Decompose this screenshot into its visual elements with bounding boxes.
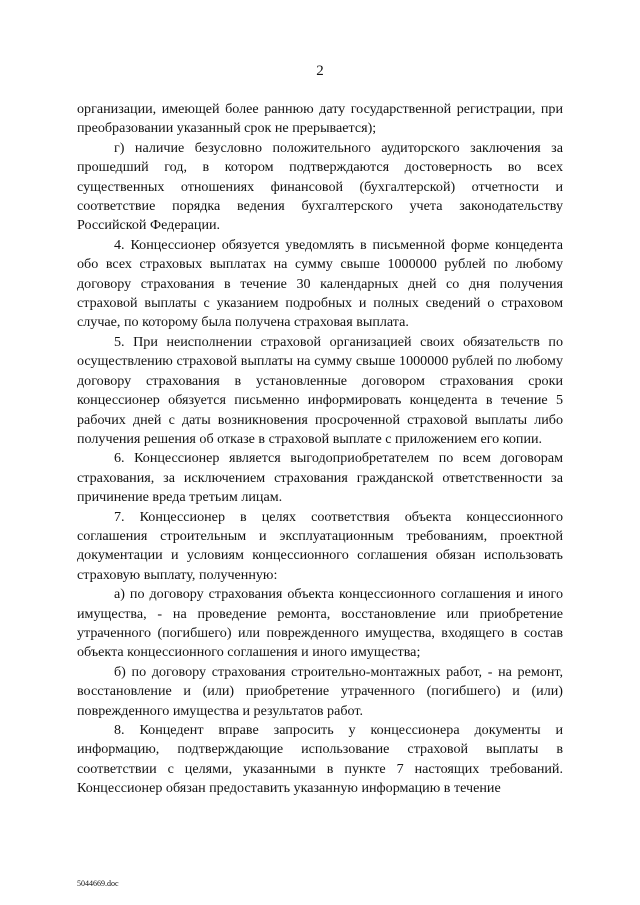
paragraph-continuation: организации, имеющей более раннюю дату государственной регистрации, при преобразовании указанный срок не прерывается); [77, 101, 563, 137]
paragraph-clause-6: 6. Концессионер является выгодоприобретателем по всем договорам страхования, за исключением страхования гражданской ответственности за причинение вреда третьим лицам. [77, 450, 563, 506]
paragraph-clause-4: 4. Концессионер обязуется уведомлять в письменной форме концедента обо всех страховых выплатах на сумму свыше 1000000 рублей по любому договору страхования в течение 30 календарных дней со дня получения страховой выплаты с указанием подробных и полных сведений о страховом случае, по которому была получена страховая выплата. [77, 236, 563, 331]
page-number: 2 [316, 63, 324, 79]
paragraph-clause-8: 8. Концедент вправе запросить у концессионера документы и информацию, подтверждающие использование страховой выплаты в соответствии с целями, указанными в пункте 7 настоящих требований. Концессионер обязан предоставить указанную информацию в течение [77, 722, 563, 797]
file-name-footer: 5044669.doc [77, 879, 119, 888]
paragraph-clause-5: 5. При неисполнении страховой организацией своих обязательств по осуществлению страховой выплаты на сумму свыше 1000000 рублей по любому договору страхования в установленные договором страхования сроки концессионер обязуется письменно информировать концедента в течение 5 рабочих дней с даты возникновения просроченной страховой выплаты либо получения решения об отказе в страховой выплате с приложением его копии. [77, 333, 563, 447]
paragraph-item-g: г) наличие безусловно положительного аудиторского заключения за прошедший год, в котором подтверждаются достоверность во всех существенных отношениях финансовой (бухгалтерской) отчетности и соответствие порядка ведения бухгалтерского учета законодательству Российской Федерации. [77, 139, 563, 234]
paragraph-item-b: б) по договору страхования строительно-монтажных работ, - на ремонт, восстановление и (или) приобретение утраченного (погибшего) и (или) поврежденного имущества и результатов работ. [77, 663, 563, 719]
paragraph-item-a: а) по договору страхования объекта концессионного соглашения и иного имущества, - на проведение ремонта, восстановление или приобретение утраченного (погибшего) или поврежденного имущества, входящего в состав объекта концессионного соглашения и иного имущества; [77, 586, 563, 661]
paragraph-clause-7: 7. Концессионер в целях соответствия объекта концессионного соглашения строительным и эксплуатационным требованиям, проектной документации и условиям концессионного соглашения обязан использовать страховую выплату, полученную: [77, 508, 563, 583]
document-body [77, 100, 563, 799]
